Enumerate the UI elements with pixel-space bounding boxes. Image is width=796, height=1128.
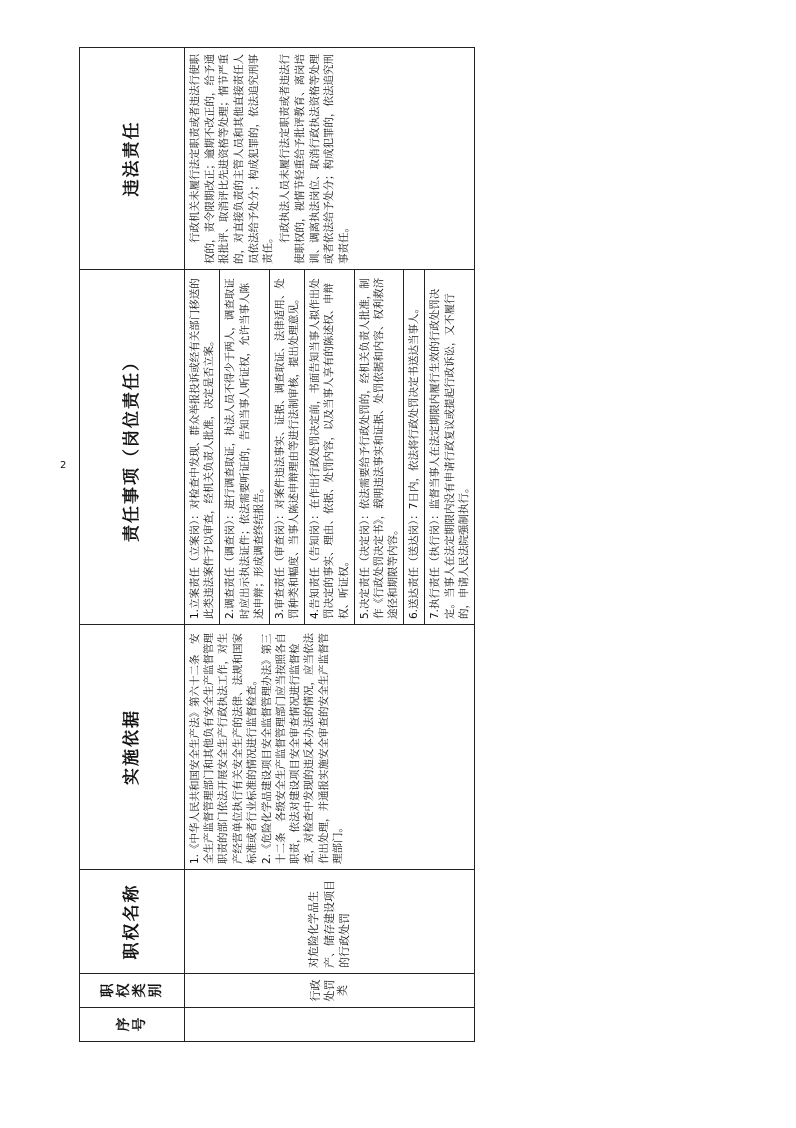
liability-item: 行政机关未履行法定职责或者违法行使职权的，责令限期改正；逾期不改正的，给予通报批评、取消评比先进资格等处理；情节严重的，对直接负责的主管人员和其他直接责任人员依法给予处分；构成犯罪的，依法追究刑事责任。 [189, 54, 275, 264]
header-seq: 序号 [80, 1008, 185, 1042]
basis-item: 1.《中华人民共和国安全生产法》第六十二条 安全生产监督管理部门和其他负有安全生产监督管理职责的部门依法开展安全生产行政执法工作，对生产经营单位执行有关安全生产的法律、法规和国家标准或者行业标准的情况进行监督检查。 [189, 633, 258, 864]
authority-table [79, 47, 475, 1042]
header-basis: 实施依据 [80, 625, 185, 870]
cell-seq [185, 1008, 475, 1042]
header-category: 职权类别 [80, 974, 185, 1008]
duty-item: 1.立案责任（立案岗）：对检查中发现、群众举报投诉或经有关部门移送的此类违法案件予以审查，经机关负责人批准，决定是否立案。 [185, 270, 220, 624]
header-row [80, 48, 185, 1042]
header-duties: 责任事项（岗位责任） [80, 270, 185, 625]
duty-item: 7.执行责任（执行岗）：监督当事人在法定期限内履行生效的行政处罚决定。当事人在法定期限内没有申请行政复议或提起行政诉讼，又不履行的，申请人民法院强制执行。 [429, 288, 470, 619]
duty-item: 4.告知责任（告知岗）：在作出行政处罚决定前，书面告知当事人拟作出处罚决定的事实、理由、依据、处罚内容，以及当事人享有的陈述权、申辩权、听证权。 [305, 270, 355, 624]
duty-item: 5.决定责任（决定岗）：依法需要给予行政处罚的，经机关负责人批准，制作《行政处罚决定书》，载明违法事实和证据、处罚依据和内容、权利救济途径和期限等内容。 [355, 270, 405, 624]
cell-duties [185, 270, 475, 625]
cell-basis [185, 625, 475, 870]
header-liability: 违法责任 [80, 48, 185, 270]
cell-liability [185, 48, 475, 270]
header-name: 职权名称 [80, 870, 185, 974]
page-number: 2 [60, 460, 67, 471]
duty-item: 6.送达责任（送达岗）：7日内，依法将行政处罚决定书送达当事人。 [404, 270, 425, 624]
duty-item: 2.调查责任（调查岗）：进行调查取证，执法人员不得少于两人，调查取证时应出示执法证件；依法需要听证的，告知当事人听证权，允许当事人陈述申辩；形成调查终结报告。 [220, 270, 270, 624]
table-row [185, 48, 475, 1042]
liability-item: 行政执法人员未履行法定职责或者违法行使职权的，视情节轻重给予批评教育、离岗培训、调离执法岗位、取消行政执法资格等处理或者依法给予处分；构成犯罪的，依法追究刑事责任。 [279, 54, 350, 264]
basis-item: 2.《危险化学品建设项目安全监督管理办法》第三十二条 各级安全生产监督管理部门应当按照各自职责，依法对建设项目安全审查情况进行监督检查，对检查中发现的违反本办法的情况，应当依法作出处理，并通报实施安全审查的安全生产监督管理部门。 [260, 633, 344, 864]
duty-item: 3.审查责任（审查岗）：对案件违法事实、证据、调查取证、法律适用、处罚种类和幅度、当事人陈述申辩理由等进行法制审核，提出处理意见。 [270, 270, 305, 624]
cell-category: 行政处罚类 [185, 974, 475, 1008]
cell-name: 对危险化学品生产、储存建设项目的行政处罚 [185, 870, 475, 974]
